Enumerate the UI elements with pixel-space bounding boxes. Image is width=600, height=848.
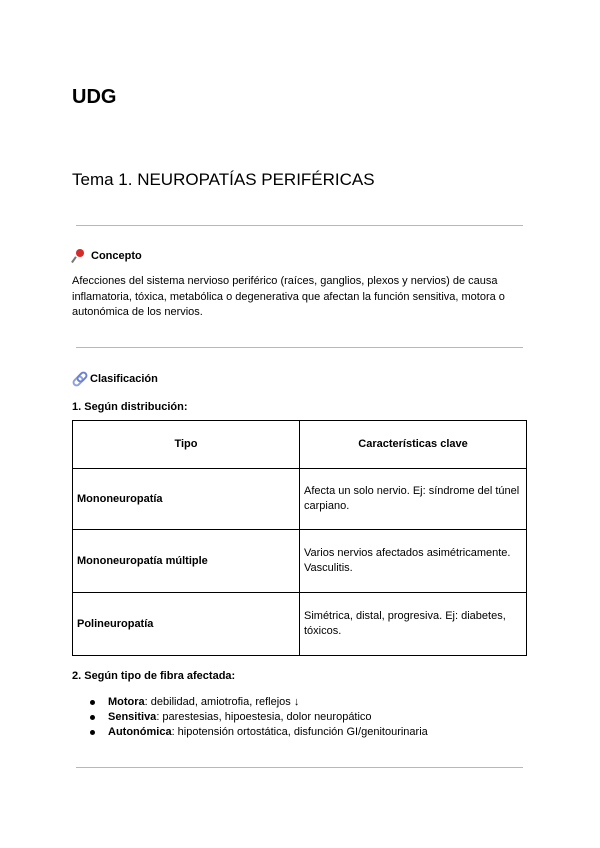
table-row	[73, 530, 527, 593]
fiber-label: Autonómica	[108, 726, 172, 738]
classification-heading-label: Clasificación	[90, 372, 158, 385]
classification-table	[72, 420, 527, 656]
column-header-features: Características clave	[300, 421, 527, 469]
table-cell-features: Simétrica, distal, progresiva. Ej: diabetes, tóxicos.	[300, 593, 527, 656]
table-cell-features: Afecta un solo nervio. Ej: síndrome del túnel carpiano.	[300, 469, 527, 530]
fiber-subheading: 2. Según tipo de fibra afectada:	[72, 670, 236, 682]
fiber-description: : parestesias, hipoestesia, dolor neuropático	[156, 711, 372, 723]
divider	[76, 767, 523, 768]
concept-text: Afecciones del sistema nervioso periférico (raíces, ganglios, plexos y nervios) de causa inflamatoria, tóxica, metabólica o degenerativa que afectan la función sensitiva, motora o autonómica de los nervios.	[72, 275, 505, 318]
fiber-label: Sensitiva	[108, 711, 157, 723]
table-row	[73, 469, 527, 530]
distribution-subheading: 1. Según distribución:	[72, 401, 188, 413]
document-title: UDG	[72, 86, 117, 108]
concept-heading-label: Concepto	[91, 250, 142, 262]
concept-heading	[72, 249, 142, 263]
fiber-label: Motora	[108, 696, 145, 708]
table-header-row	[73, 421, 527, 469]
column-header-type: Tipo	[73, 421, 300, 469]
list-item	[108, 710, 428, 725]
topic-title: Tema 1. NEUROPATÍAS PERIFÉRICAS	[72, 170, 375, 189]
table-cell-features: Varios nervios afectados asimétricamente. Vasculitis.	[300, 530, 527, 593]
fiber-list	[82, 695, 428, 740]
link-icon	[72, 372, 85, 385]
list-item	[108, 725, 428, 740]
table-row	[73, 593, 527, 656]
table-cell-type: Mononeuropatía múltiple	[73, 530, 300, 593]
fiber-description: : debilidad, amiotrofia, reflejos ↓	[144, 696, 300, 708]
list-item	[108, 695, 428, 710]
divider	[76, 225, 523, 226]
divider	[76, 347, 523, 348]
pushpin-icon	[72, 249, 86, 263]
classification-heading	[72, 372, 158, 385]
fiber-description: : hipotensión ortostática, disfunción GI/genitourinaria	[171, 726, 428, 738]
table-cell-type: Polineuropatía	[73, 593, 300, 656]
table-cell-type: Mononeuropatía	[73, 469, 300, 530]
